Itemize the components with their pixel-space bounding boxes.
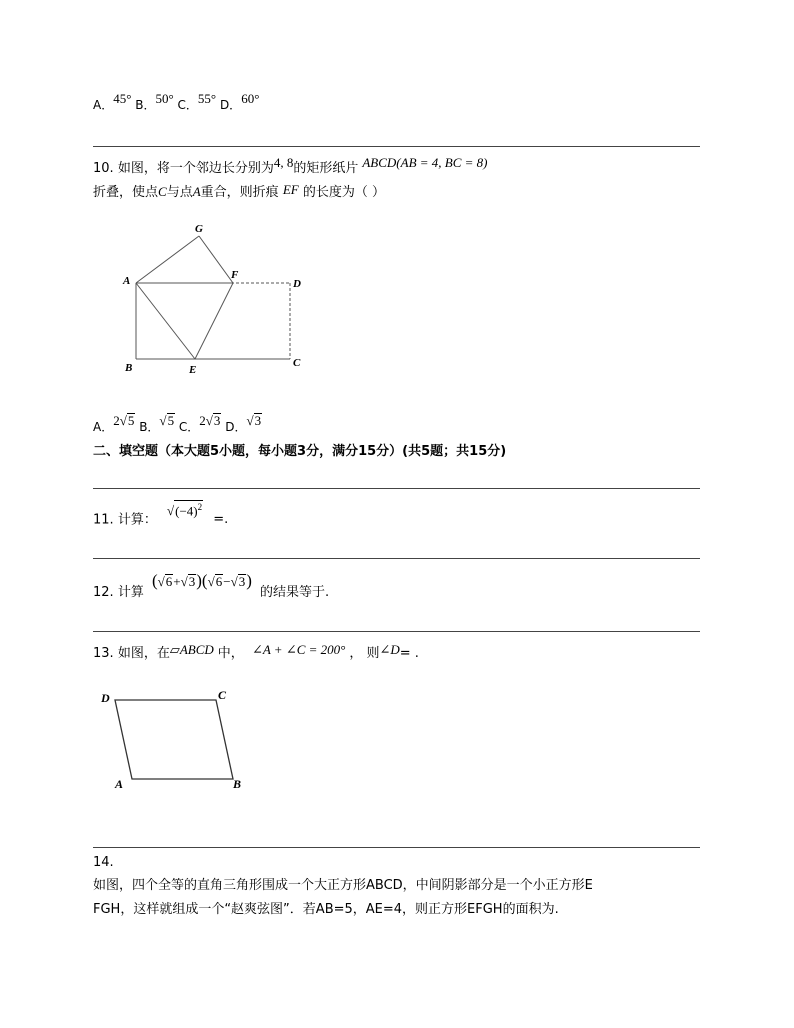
q10-crease: EF xyxy=(282,182,299,197)
q10-option-a-coef: 2 xyxy=(113,413,120,428)
q9-option-d-value: 60° xyxy=(241,91,260,106)
q10-rect-expr: ABCD(AB = 4, BC = 8) xyxy=(362,155,488,170)
q10-line2 xyxy=(93,181,385,200)
q9-options xyxy=(93,91,260,113)
divider xyxy=(93,558,700,559)
label-d: D xyxy=(101,691,110,705)
q10-option-a-value: 2√5 xyxy=(113,413,135,428)
q10-option-b-value: √5 xyxy=(159,413,175,428)
q10-option-c-coef: 2 xyxy=(199,413,206,428)
q10-option-c-value: 2√3 xyxy=(199,413,221,428)
label-b: B xyxy=(233,777,242,791)
q10-option-b-letter: B． xyxy=(139,420,160,434)
section-2-title: 二、填空题（本大题5小题，每小题3分，满分15分）(共5题；共15分) xyxy=(93,444,507,459)
q9-option-b-letter: B． xyxy=(135,98,156,112)
q10-option-d-value: √3 xyxy=(246,413,262,428)
q11-tail: =. xyxy=(213,512,229,528)
parallelogram-abcd xyxy=(115,700,233,779)
q9-option-c-value: 55° xyxy=(197,91,217,106)
segment-gf xyxy=(199,236,233,283)
q10-figure xyxy=(118,218,318,378)
label-c: C xyxy=(218,688,227,702)
q10-option-c-radicand: 3 xyxy=(213,413,221,428)
q9-option-a-value: 45° xyxy=(113,91,132,106)
crease-ef xyxy=(195,283,233,359)
q10-options xyxy=(93,413,262,435)
q10-option-d-letter: D． xyxy=(225,420,247,434)
q10-line2-text-a: 折叠，使点 xyxy=(93,185,159,200)
label-e: E xyxy=(189,364,197,376)
q11-expression: $√(-4)^2$ xyxy=(166,502,203,519)
q12-radicand-c: 6 xyxy=(215,574,223,589)
q13-angle-d: ∠D xyxy=(379,642,400,657)
q13-text-a: 如图，在 xyxy=(117,646,170,661)
q10-option-a-letter: A． xyxy=(93,420,114,434)
q13-text-d: = . xyxy=(399,646,419,661)
q13-parallelogram: ▱ABCD xyxy=(169,642,214,657)
divider xyxy=(93,488,700,489)
q14-number: 14. xyxy=(93,855,114,870)
q13 xyxy=(93,642,419,661)
q12-radicand-a: 6 xyxy=(165,574,173,589)
q14-line1: 如图，四个全等的直角三角形围成一个大正方形ABCD，中间阴影部分是一个小正方形E xyxy=(93,878,593,893)
q9-option-c-letter: C． xyxy=(177,98,198,112)
q12 xyxy=(93,571,330,601)
q10-line2-text-b: 与点 xyxy=(166,185,193,200)
q13-text-c: ， 则 xyxy=(349,646,380,661)
q10-option-b-radicand: 5 xyxy=(167,413,175,428)
q10-point-a: A xyxy=(192,184,201,199)
q10-option-c-letter: C． xyxy=(178,420,200,434)
segment-ae xyxy=(136,283,195,359)
q13-figure xyxy=(98,684,248,796)
divider xyxy=(93,631,700,632)
label-f: F xyxy=(231,269,239,281)
divider xyxy=(93,146,700,147)
q11-exponent: 2 xyxy=(197,502,203,512)
q9-option-b-value: 50° xyxy=(155,91,174,106)
q10-line2-text-d: 的长度为（ ） xyxy=(302,185,385,200)
q14-line2: FGH，这样就组成一个“赵爽弦图”．若AB=5，AE=4，则正方形EFGH的面积为. xyxy=(93,902,559,917)
q10-line1 xyxy=(93,157,488,176)
q10-text-2: 的矩形纸片 xyxy=(293,161,359,176)
q11-radicand: (−4) xyxy=(175,503,198,519)
q12-tail: 的结果等于. xyxy=(260,585,330,600)
q10-line2-text-c: 重合，则折痕 xyxy=(200,185,279,200)
label-c: C xyxy=(293,357,301,369)
label-d: D xyxy=(293,278,301,290)
q11-label: 计算： xyxy=(117,512,157,528)
q10-text: 如图，将一个邻边长分别为 xyxy=(117,161,274,176)
label-a: A xyxy=(115,777,124,791)
q11-number: 11. xyxy=(93,512,114,528)
q9-option-a-letter: A． xyxy=(93,98,114,112)
q12-number: 12. xyxy=(93,585,114,600)
divider xyxy=(93,847,700,848)
q10-dims: 4, 8 xyxy=(273,155,294,170)
q13-text-b: 中， xyxy=(217,646,244,661)
q12-expression: (√6+√3)(√6−√3) xyxy=(151,571,252,590)
q10-option-d-radicand: 3 xyxy=(254,413,262,428)
q10-point-c: C xyxy=(158,184,167,199)
segment-ag xyxy=(136,236,199,283)
q12-radicand-d: 3 xyxy=(238,574,246,589)
q13-condition: ∠A + ∠C = 200° xyxy=(251,642,346,657)
q10-number: 10. xyxy=(93,161,114,176)
q12-radicand-b: 3 xyxy=(188,574,196,589)
q12-label: 计算 xyxy=(117,585,144,600)
q13-number: 13. xyxy=(93,646,114,661)
q10-option-a-radicand: 5 xyxy=(127,413,135,428)
label-b: B xyxy=(125,362,133,374)
label-a: A xyxy=(123,275,131,287)
label-g: G xyxy=(195,223,203,235)
q11 xyxy=(93,502,229,528)
q9-option-d-letter: D． xyxy=(219,98,242,112)
